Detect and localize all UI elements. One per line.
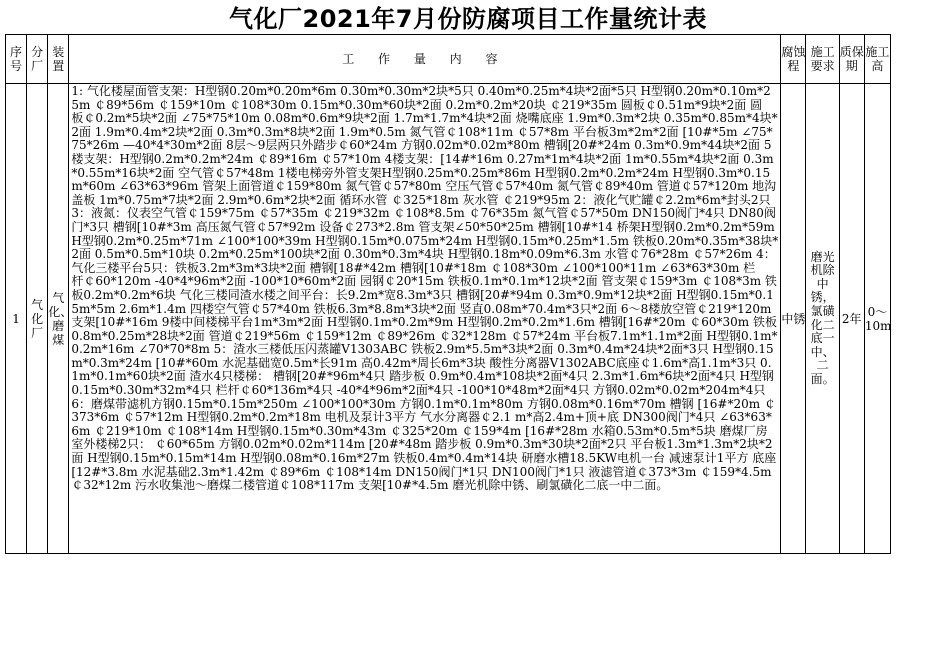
- header-device: 装置: [48, 35, 69, 84]
- cell-requirement: 磨光机除中锈，氯磺化二底一中、二面。: [806, 84, 839, 554]
- cell-branch: 气化厂: [27, 84, 48, 554]
- cell-device: 气化、磨煤: [48, 84, 69, 554]
- table-row: [6, 84, 891, 554]
- cell-warranty: 2年: [839, 84, 864, 554]
- header-corrosion: 腐蚀程: [781, 35, 806, 84]
- header-content: 工 作 量 内 容: [69, 35, 781, 84]
- header-branch: 分厂: [27, 35, 48, 84]
- cell-corrosion: 中锈: [781, 84, 806, 554]
- cell-seq: 1: [6, 84, 27, 554]
- cell-height: 0～10m: [864, 84, 890, 554]
- cell-content: [69, 84, 781, 554]
- work-content-text: 1: 气化楼屋面管支架：H型钢0.20m*0.20m*6m 0.30m*0.30m*2块*5只 0.40m*0.25m*4块*2面*5只 H型钢0.20m*0.10m*25m ￠89*56m ￠159*10m ￠108*30m 0.15m*0.30m*60块*2面 0.2m*0.2m*20块 ￠219*35m 圆板￠0.51m*9块*2面 圆板￠0.2m*5块*2面 ∠75*75*10m 0.08m*0.6m*9块*2面 1.7m*1.7m*4块*2面 烧嘴底座 1.9m*0.3m*2块 0.35m*0.85m*4块*2面 1.9m*0.4m*2块*2面 0.3m*0.3m*8块*2面 1.9m*0.5m 氮气管￠108*11m ￠57*8m 平台板3m*2m*2面 [10#*5m ∠75*75*26m —40*4*30m*2面 8层～9层两只外踏步￠60*24m 方钢0.02m*0.02m*80m 槽钢[20#*24m 0.3m*0.9m*44块*2面 5楼支架：H型钢0.2m*0.2m*24m ￠89*16m ￠57*10m 4楼支架：[14#*16m 0.27m*1m*4块*2面 1m*0.55m*4块*2面 0.3m*0.55m*16块*2面 空气管￠57*48m 1楼电梯旁外管支架H型钢0.25m*0.25m*86m H型钢0.2m*0.2m*24m H型钢0.3m*0.15m*60m ∠63*63*96m 管架上面管道￠159*80m 氮气管￠57*80m 空压气管￠57*40m 氮气管￠89*40m 管道￠57*120m 地沟盖板 1m*0.75m*7块*2面 2.9m*0.6m*2块*2面 循环水管 ￠325*18m 灰水管 ￠219*95m 2：液化气贮罐￠2.2m*6m*封头2只 3：液氮：仪表空气管￠159*75m ￠57*35m ￠219*32m ￠108*8.5m ￠76*35m 氮气管￠57*50m DN150阀门*4只 DN80阀门*3只 槽钢[10#*3m 高压氮气管￠57*92m 设备￠273*2.8m 管支架∠50*50*25m 槽钢[10#*14 桥架H型钢0.2m*0.2m*59m H型钢0.2m*0.25m*71m ∠100*100*39m H型钢0.15m*0.075m*24m H型钢0.15m*0.25m*1.5m 铁板0.20m*0.35m*38块*2面 0.5m*0.5m*10块 0.2m*0.25m*100块*2面 0.30m*0.3m*4块 H型钢0.18m*0.09m*6.3m 水管￠76*28m ￠57*26m 4：气化三楼平台5只：铁板3.2m*3m*3块*2面 槽钢[18#*42m 槽钢[10#*18m ￠108*30m ∠100*100*11m ∠63*63*30m 栏杆￠60*120m -40*4*96m*2面 -100*10*60m*2面 园钢￠20*15m 铁板0.1m*0.1m*12块*2面 管支架￠159*3m ￠108*3m 铁板0.2m*0.2m*6块 气化三楼同渣水楼之间平台：长9.2m*宽8.3m*3只 槽钢[20#*94m 0.3m*0.9m*12块*2面 H型钢0.15m*0.15m*5m 2.6m*1.4m 四楼空气管￠57*40m 铁板6.3m*8.8m*3块*2面 竖直0.08m*70.4m*3只*2面 6～8楼放空管￠219*120m 支架[10#*16m 9楼中间楼梯平台1m*3m*2面 H型钢0.1m*0.2m*9m H型钢0.2m*0.2m*1.6m 槽钢[16#*20m ￠60*30m 铁板0.8m*0.25m*28块*2面 管道￠219*56m ￠159*12m ￠89*26m ￠32*128m ￠57*24m 平台板7.1m*1.1m*2面 H型钢0.1m*0.2m*16m ∠70*70*8m 5：渣水三楼低压闪蒸罐V1303ABC 铁板2.9m*5.5m*3块*2面 0.3m*0.4m*24块*2面*3只 H型钢0.15m*0.3m*24m [10#*60m 水泥基础宽0.5m*长91m 高0.42m*周长6m*3块 酸性分离器V1302ABC底座￠1.6m*高1.1m*3只 0.1m*0.1m*60块*2面 渣水4只楼梯： 槽钢[20#*96m*4只 踏步板 0.9m*0.4m*108块*2面*4只 2.3m*1.6m*6块*2面*4只 H型钢0.15m*0.30m*32m*4只 栏杆￠60*136m*4只 -40*4*96m*2面*4只 -100*10*48m*2面*4只 方钢0.02m*0.02m*204m*4只 6：磨煤带滤机方钢0.15m*0.15m*250m ∠100*100*30m 方钢0.1m*0.1m*80m 方钢0.08m*0.16m*70m 槽钢 [16#*20m ￠373*6m ￠57*12m H型钢0.2m*0.2m*18m 电机及泵计3平方 气水分离器￠2.1 m*高2.4m+顶+底 DN300阀门*4只 ∠63*63*6m ￠219*10m ￠108*14m H型钢0.15m*0.30m*43m ￠325*20m ￠159*4m [16#*28m 水箱0.53m*0.5m*5块 磨煤厂房室外楼梯2只： ￠60*65m 方钢0.02m*0.02m*114m [20#*48m 踏步板 0.9m*0.3m*30块*2面*2只 平台板1.3m*1.3m*2块*2面 H型钢0.15m*0.15m*14m H型钢0.08m*0.16m*27m 铁板0.4m*0.4m*14块 研磨水槽18.5KW电机一台 减速泵计1平方 底座[12#*3.8m 水泥基础2.3m*1.42m ￠89*6m ￠108*14m DN150阀门*1只 DN100阀门*1只 液滤管道￠373*3m ￠159*4.5m ￠32*12m 污水收集池～磨煤二楼管道￠108*117m 支架[10#*4.5m 磨光机除中锈、刷氯磺化二底一中二面。: [71, 85, 779, 493]
- table-header-row: [6, 35, 891, 84]
- workload-table: [5, 34, 891, 554]
- header-seq: 序号: [6, 35, 27, 84]
- header-warranty: 质保期: [839, 35, 864, 84]
- header-requirement: 施工要求: [806, 35, 839, 84]
- header-height: 施工高: [864, 35, 890, 84]
- page-title: 气化厂2021年7月份防腐项目工作量统计表: [229, 5, 707, 33]
